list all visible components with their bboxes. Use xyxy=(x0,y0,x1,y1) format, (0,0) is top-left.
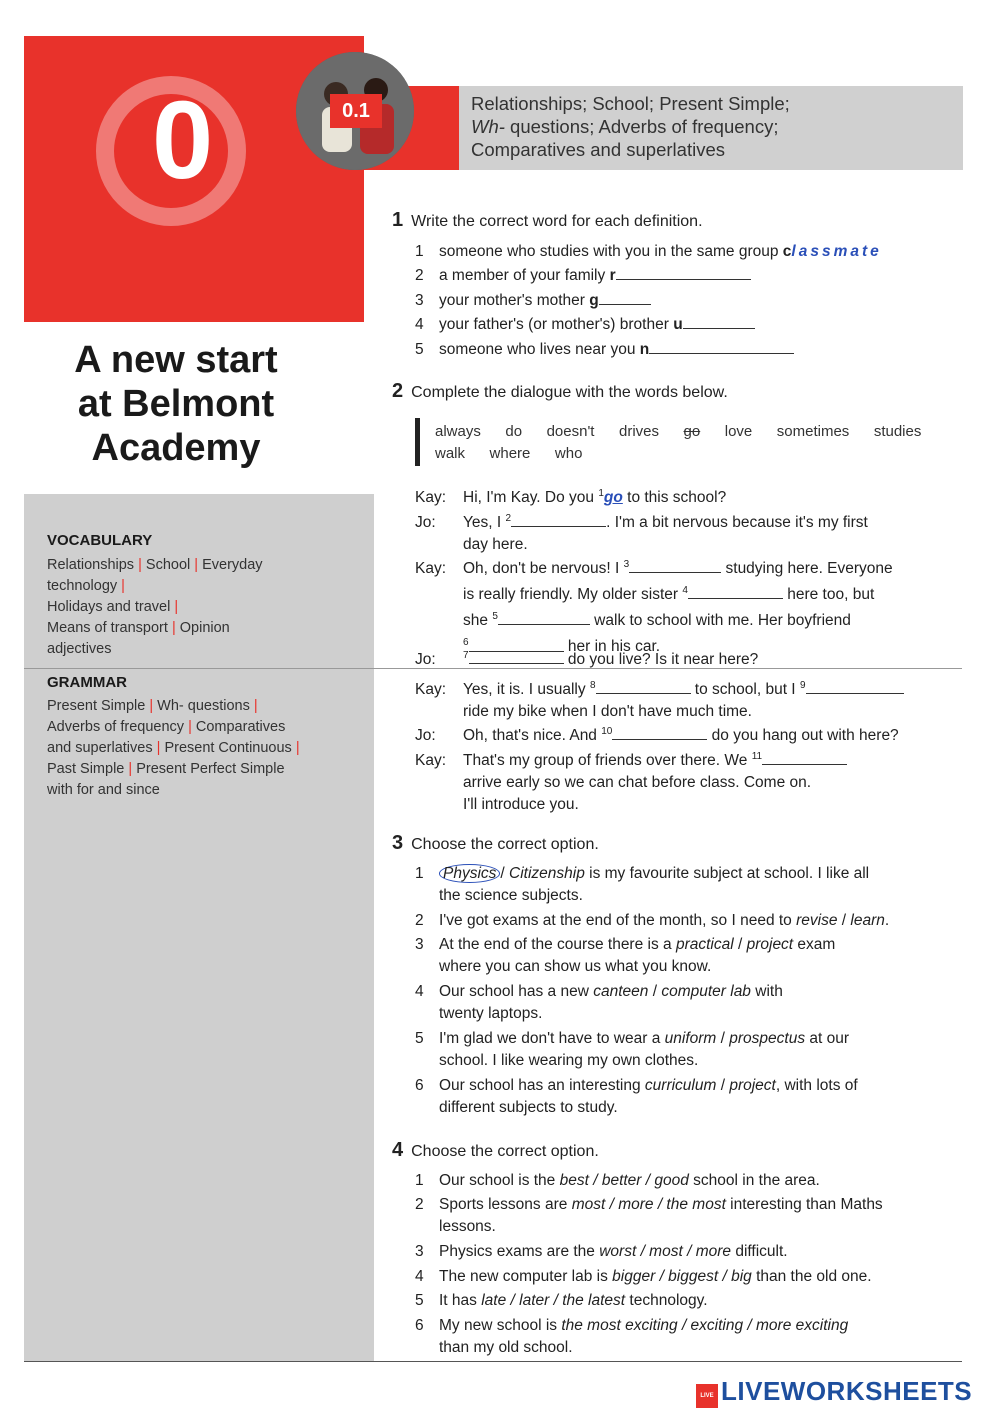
ex1-item xyxy=(415,241,882,263)
item-text: , with lots of xyxy=(775,1077,858,1094)
word: walk xyxy=(435,445,466,462)
exercise-number: 1 xyxy=(392,209,404,231)
topics-line: Comparatives and superlatives xyxy=(471,139,725,160)
grammar-list: Present Simple | Wh- questions | Adverbs of frequency | Comparatives and superlatives | Present Continuous | Past Simple | Present Perfect Simple with for and since xyxy=(47,698,300,798)
lesson-badge: 0.1 xyxy=(330,94,382,128)
word-box-line xyxy=(435,421,921,443)
first-letter: c xyxy=(782,243,792,260)
speaker: Jo: xyxy=(415,651,436,669)
first-letter: g xyxy=(589,292,599,309)
item-text: is my favourite subject at school. I like all xyxy=(584,865,870,882)
option[interactable]: prospectus xyxy=(729,1030,806,1047)
answer-blank[interactable] xyxy=(612,725,707,740)
ex4-item xyxy=(415,1194,960,1238)
item-text: Physics exams are the xyxy=(439,1243,600,1260)
word: do xyxy=(505,423,523,440)
footer-rule xyxy=(24,1361,962,1362)
exercise-instruction: Choose the correct option. xyxy=(411,1143,599,1160)
unit-number: 0 xyxy=(152,79,214,202)
item-number: 6 xyxy=(415,1317,424,1334)
item-text: lessons. xyxy=(439,1218,496,1235)
line-text: day here. xyxy=(463,536,528,554)
item-text: At the end of the course there is a xyxy=(439,936,676,953)
first-letter: r xyxy=(609,267,616,284)
option[interactable]: computer lab xyxy=(661,983,751,1000)
options[interactable]: the most exciting / exciting / more exciting xyxy=(561,1317,849,1334)
item-text: twenty laptops. xyxy=(439,1005,543,1022)
item-text: where you can show us what you know. xyxy=(439,958,712,975)
gap-number: 11 xyxy=(751,751,763,762)
answer-blank[interactable] xyxy=(688,584,783,599)
speaker: Jo: xyxy=(415,727,436,745)
gap-number: 7 xyxy=(463,650,469,661)
speaker: Kay: xyxy=(415,681,447,699)
line-text: do you hang out with here? xyxy=(707,727,899,745)
line-text: Yes, it is. I usually xyxy=(463,681,590,699)
word: who xyxy=(554,445,583,462)
vocab-item: Everyday technology xyxy=(47,557,263,594)
gap-number: 2 xyxy=(505,513,512,524)
line-text: is really friendly. My older sister xyxy=(463,586,683,604)
vocab-item: Relationships xyxy=(47,557,135,573)
exercise-instruction: Write the correct word for each definition. xyxy=(411,213,703,230)
word: love xyxy=(724,423,753,440)
item-text: Our school is the xyxy=(439,1172,560,1189)
grammar-item: Present Perfect Simple with for and since xyxy=(47,761,285,798)
answer-blank[interactable] xyxy=(596,679,691,694)
word: studies xyxy=(873,423,922,440)
item-number: 1 xyxy=(415,865,424,882)
line-text: do you live? Is it near here? xyxy=(563,651,759,669)
item-text: I'm glad we don't have to wear a xyxy=(439,1030,665,1047)
line-text: Oh, that's nice. And xyxy=(463,727,602,745)
item-number: 4 xyxy=(415,983,424,1000)
item-text: school in the area. xyxy=(688,1172,820,1189)
speaker: Kay: xyxy=(415,489,447,507)
ex3-item: 2 I've got exams at the end of the month, so I need to revise / learn. xyxy=(415,910,960,932)
grammar-item: Past Simple xyxy=(47,761,125,777)
ex3-item: 1 Physics / Citizenship is my favourite subject at school. I like all the science subjects. xyxy=(415,865,870,904)
item-text: Sports lessons are xyxy=(439,1196,572,1213)
option[interactable]: revise xyxy=(796,912,838,929)
ex3-item: 5 I'm glad we don't have to wear a uniform / prospectus at our school. I like wearing my own clothes. xyxy=(415,1030,850,1069)
logo-text: LIVEWORKSHEETS xyxy=(721,1376,973,1406)
ex1-item xyxy=(415,290,651,312)
topics-italic: Wh- xyxy=(471,116,505,137)
line-text: studying here. Everyone xyxy=(721,560,893,578)
ex1-item xyxy=(415,339,794,361)
vocabulary-heading: VOCABULARY xyxy=(47,532,153,549)
line-text: to school, but I xyxy=(690,681,800,699)
word-box-bar xyxy=(415,418,420,466)
dialogue-line xyxy=(415,508,868,556)
option-selected[interactable]: Physics xyxy=(439,864,500,883)
item-number: 1 xyxy=(415,243,424,260)
word: doesn't xyxy=(546,423,595,440)
item-text: school. I like wearing my own clothes. xyxy=(439,1052,699,1069)
answer-blank[interactable] xyxy=(629,558,721,573)
gap-number: 4 xyxy=(682,585,688,597)
vocab-item: Holidays and travel xyxy=(47,599,171,615)
options[interactable]: best / better / good xyxy=(559,1172,689,1189)
item-text: different subjects to study. xyxy=(439,1099,618,1116)
answer-blank[interactable] xyxy=(469,649,564,664)
title-line: A new start xyxy=(74,339,278,381)
option[interactable]: canteen xyxy=(593,983,649,1000)
item-text: a member of your family xyxy=(439,267,606,284)
exercise-number: 2 xyxy=(392,380,404,402)
dialogue-line xyxy=(415,721,899,747)
ex4-item xyxy=(415,1170,960,1192)
answer-blank[interactable] xyxy=(806,679,904,694)
answer-blank[interactable] xyxy=(762,750,847,765)
word: sometimes xyxy=(776,423,850,440)
vocab-item: Means of transport xyxy=(47,620,168,636)
exercise-3-heading xyxy=(392,832,599,855)
grammar-item: Present Continuous xyxy=(164,740,292,756)
option[interactable]: learn xyxy=(850,912,885,929)
item-text: Our school has a new xyxy=(439,983,594,1000)
exercise-1-heading xyxy=(392,209,703,232)
answer-field[interactable]: lassmate xyxy=(791,243,882,260)
exercise-number: 4 xyxy=(392,1139,404,1161)
line-text: walk to school with me. Her boyfriend xyxy=(589,612,851,630)
item-number: 4 xyxy=(415,1268,424,1285)
word-used: go xyxy=(683,423,701,440)
item-text: Our school has an interesting xyxy=(439,1077,645,1094)
item-text: . xyxy=(884,912,890,929)
answer-blank[interactable] xyxy=(498,610,590,625)
grammar-item: Comparatives and superlatives xyxy=(47,719,286,756)
dialogue-line xyxy=(415,675,904,723)
item-number: 3 xyxy=(415,936,424,953)
option[interactable]: curriculum xyxy=(644,1077,717,1094)
item-text: exam xyxy=(793,936,836,953)
gap-number: 9 xyxy=(799,680,806,691)
exercise-instruction: Choose the correct option. xyxy=(411,836,599,853)
topics-line xyxy=(471,115,951,138)
ex4-item xyxy=(415,1315,960,1359)
logo-mark-icon: LIVE xyxy=(696,1384,718,1408)
line-text: ride my bike when I don't have much time. xyxy=(463,703,752,721)
answer-blank[interactable] xyxy=(683,314,755,329)
dialogue-line xyxy=(415,554,893,659)
answer-blank[interactable] xyxy=(649,339,794,354)
line-text: to this school? xyxy=(622,489,727,507)
item-number: 6 xyxy=(415,1077,424,1094)
line-text: here too, but xyxy=(782,586,875,604)
gap-number: 5 xyxy=(492,611,498,623)
item-text: technology. xyxy=(625,1292,708,1309)
ex3-item: 6 Our school has an interesting curriculum / project, with lots of different subjects to study. xyxy=(415,1077,858,1116)
item-number: 2 xyxy=(415,267,424,284)
topics-line: Relationships; School; Present Simple; xyxy=(471,93,790,114)
item-text: difficult. xyxy=(731,1243,788,1260)
vocab-item: Opinion adjectives xyxy=(47,620,230,657)
line-text: Hi, I'm Kay. Do you xyxy=(463,489,599,507)
grammar-heading: GRAMMAR xyxy=(47,674,127,691)
ex1-item xyxy=(415,314,755,336)
item-number: 5 xyxy=(415,341,424,358)
options[interactable]: late / later / the latest xyxy=(481,1292,626,1309)
item-number: 4 xyxy=(415,316,424,333)
option[interactable]: uniform xyxy=(664,1030,717,1047)
speaker: Jo: xyxy=(415,514,436,532)
vocab-item: School xyxy=(145,557,191,573)
exercise-4-heading xyxy=(392,1139,599,1162)
grammar-item: Adverbs of frequency xyxy=(47,719,185,735)
option[interactable]: Citizenship xyxy=(509,865,585,882)
gap-number: 10 xyxy=(601,726,613,737)
liveworksheets-logo[interactable] xyxy=(696,1376,992,1406)
grammar-item: Present Simple xyxy=(47,698,146,714)
item-text: than my old school. xyxy=(439,1339,573,1356)
speaker: Kay: xyxy=(415,752,447,770)
item-text: your mother's mother xyxy=(439,292,585,309)
exercise-number: 3 xyxy=(392,832,404,854)
option[interactable]: project xyxy=(746,936,794,953)
gap-number: 6 xyxy=(463,637,469,649)
option[interactable]: project xyxy=(729,1077,776,1094)
word: drives xyxy=(619,423,660,440)
ex4-item xyxy=(415,1290,960,1312)
dialogue-line xyxy=(415,483,726,509)
grammar-item: Wh- questions xyxy=(157,698,250,714)
options[interactable]: bigger / biggest / big xyxy=(612,1268,752,1285)
line-text: she xyxy=(463,612,493,630)
answer-blank[interactable] xyxy=(616,265,751,280)
item-text: with xyxy=(750,983,783,1000)
ex1-item xyxy=(415,265,751,287)
unit-title xyxy=(36,338,316,470)
item-text: I've got exams at the end of the month, so I need to xyxy=(439,912,797,929)
line-text: arrive early so we can chat before class. Come on. xyxy=(463,774,812,792)
item-number: 3 xyxy=(415,292,424,309)
first-letter: u xyxy=(673,316,683,333)
title-line: Academy xyxy=(91,427,261,469)
title-line: at Belmont xyxy=(77,383,275,425)
item-text: at our xyxy=(805,1030,850,1047)
item-number: 2 xyxy=(415,912,424,929)
item-text: someone who lives near you xyxy=(439,341,636,358)
options[interactable]: worst / most / more xyxy=(599,1243,732,1260)
line-text: her in his car. xyxy=(563,638,661,656)
line-text: That's my group of friends over there. We xyxy=(463,752,752,770)
item-text: It has xyxy=(439,1292,482,1309)
item-text: your father's (or mother's) brother xyxy=(439,316,669,333)
line-text: Oh, don't be nervous! I xyxy=(463,560,624,578)
item-number: 1 xyxy=(415,1172,424,1189)
exercise-instruction: Complete the dialogue with the words below. xyxy=(411,384,728,401)
gap-number: 8 xyxy=(589,680,596,691)
speaker: Kay: xyxy=(415,560,447,578)
lesson-topics xyxy=(471,92,951,161)
dialogue-line xyxy=(415,645,758,671)
line-text: Yes, I xyxy=(463,514,506,532)
exercise-2-heading xyxy=(392,380,728,403)
item-number: 3 xyxy=(415,1243,424,1260)
answer-blank[interactable] xyxy=(599,290,651,305)
word-box-line xyxy=(435,443,921,465)
vocabulary-list: Relationships | School | Everyday technology | Holidays and travel | Means of transport | Opinion adjectives xyxy=(47,557,263,657)
word-box xyxy=(435,421,921,465)
item-text: than the old one. xyxy=(751,1268,872,1285)
item-text: The new computer lab is xyxy=(439,1268,613,1285)
ex3-item: 3 At the end of the course there is a practical / project exam where you can show us what you know. xyxy=(415,936,836,975)
gap-number: 3 xyxy=(623,559,630,570)
item-number: 2 xyxy=(415,1196,424,1213)
option[interactable]: practical xyxy=(675,936,734,953)
answer-blank[interactable] xyxy=(511,512,606,527)
ex4-item xyxy=(415,1266,960,1288)
item-number: 5 xyxy=(415,1030,424,1047)
item-text: someone who studies with you in the same group xyxy=(439,243,779,260)
line-text: . I'm a bit nervous because it's my first xyxy=(606,514,868,532)
item-number: 5 xyxy=(415,1292,424,1309)
topics-text: questions; Adverbs of frequency; xyxy=(504,116,779,137)
item-text: My new school is xyxy=(439,1317,562,1334)
word: always xyxy=(435,423,481,440)
ex4-item xyxy=(415,1241,960,1263)
word: where xyxy=(489,445,531,462)
item-text: the science subjects. xyxy=(439,887,583,904)
gap-number: 1 xyxy=(598,488,604,499)
dialogue-line xyxy=(415,746,847,816)
item-text: interesting than Maths xyxy=(725,1196,883,1213)
answer-field[interactable]: go xyxy=(603,489,623,507)
line-text: I'll introduce you. xyxy=(463,796,579,814)
options[interactable]: most / more / the most xyxy=(571,1196,726,1213)
first-letter: n xyxy=(639,341,650,358)
ex3-item: 4 Our school has a new canteen / computer lab with twenty laptops. xyxy=(415,983,783,1022)
